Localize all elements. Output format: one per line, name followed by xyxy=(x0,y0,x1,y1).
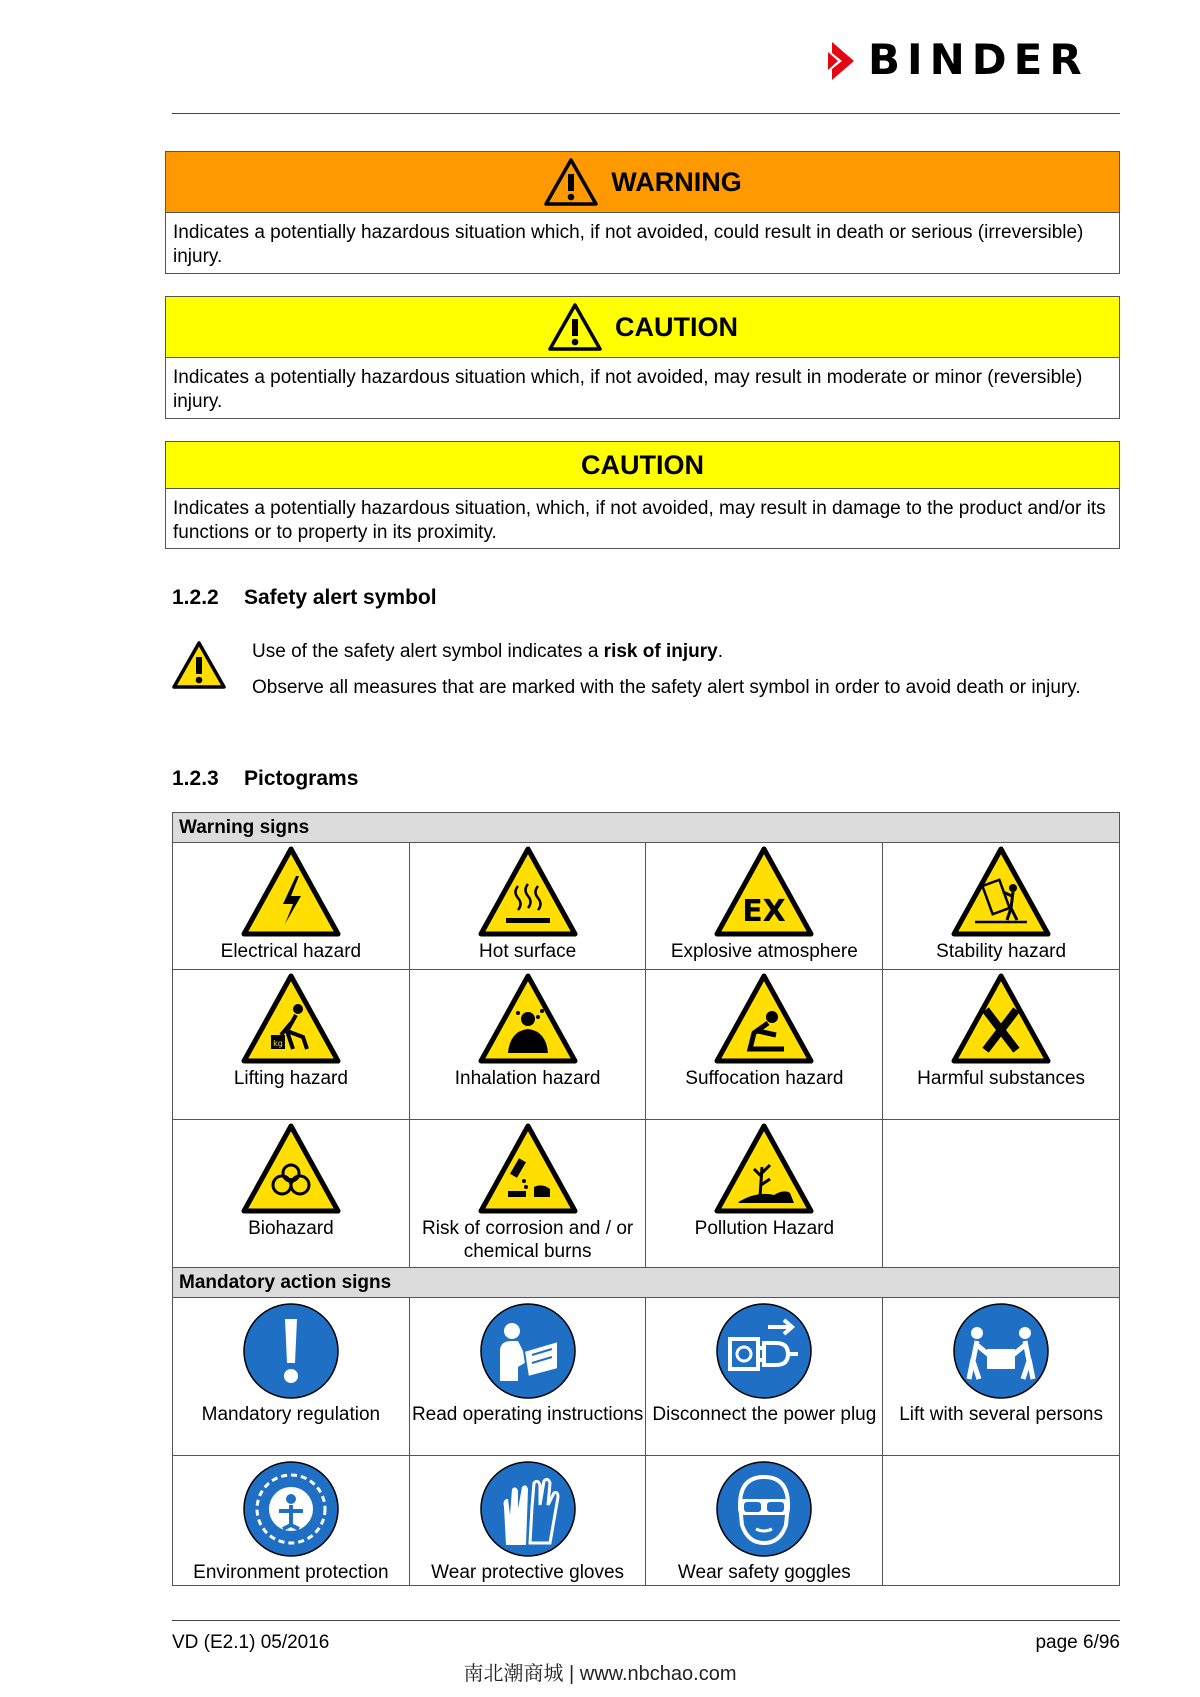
binder-logo-mark-icon xyxy=(828,42,862,80)
safety-alert-symbol-icon xyxy=(171,640,227,690)
stability-hazard-icon xyxy=(951,846,1051,938)
footer-page-number: page 6/96 xyxy=(1035,1632,1120,1653)
safety-alert-line-1: Use of the safety alert symbol indicates a risk of injury. xyxy=(252,641,723,662)
pictogram-cell: Risk of corrosion and / or chemical burns xyxy=(409,1120,646,1268)
caution-injury-text: Indicates a potentially hazardous situation which, if not avoided, may result in moderate or minor (reversible) injury. xyxy=(173,367,1083,412)
section-heading-safety-alert: 1.2.2 Safety alert symbol xyxy=(172,586,437,609)
biohazard-icon xyxy=(241,1123,341,1215)
caution-injury-box xyxy=(165,296,1120,419)
pictogram-cell: EX Explosive atmosphere xyxy=(646,843,883,970)
pictogram-cell: Read operating instructions xyxy=(409,1298,646,1456)
pictogram-cell: Suffocation hazard xyxy=(646,970,883,1120)
warning-signs-heading: Warning signs xyxy=(173,813,1120,843)
warning-box xyxy=(165,151,1120,274)
svg-text:kg: kg xyxy=(273,1039,283,1048)
caution-property-box xyxy=(165,441,1120,549)
pictogram-cell: Biohazard xyxy=(173,1120,410,1268)
warning-title: WARNING xyxy=(611,166,742,197)
section-heading-pictograms: 1.2.3 Pictograms xyxy=(172,767,359,790)
binder-logo xyxy=(828,35,1128,84)
safety-goggles-icon xyxy=(714,1459,814,1559)
caution-property-title: CAUTION xyxy=(581,449,704,480)
safety-alert-line-2: Observe all measures that are marked with the safety alert symbol in order to avoid death or injury. xyxy=(252,677,1081,698)
safety-alert-icon xyxy=(543,157,599,207)
lift-several-persons-icon xyxy=(951,1301,1051,1401)
svg-text:EX: EX xyxy=(742,894,787,929)
empty-cell xyxy=(883,1120,1120,1268)
pollution-hazard-icon xyxy=(714,1123,814,1215)
mandatory-regulation-icon xyxy=(241,1301,341,1401)
pictogram-cell: kg Lifting hazard xyxy=(173,970,410,1120)
hot-surface-icon xyxy=(478,846,578,938)
inhalation-hazard-icon xyxy=(478,973,578,1065)
read-instructions-icon xyxy=(478,1301,578,1401)
footer-version: VD (E2.1) 05/2016 xyxy=(172,1632,330,1653)
lifting-hazard-icon xyxy=(241,973,341,1065)
corrosion-icon xyxy=(478,1123,578,1215)
environment-protection-icon xyxy=(241,1459,341,1559)
electrical-hazard-icon xyxy=(241,846,341,938)
pictogram-cell: Stability hazard xyxy=(883,843,1120,970)
harmful-substances-icon xyxy=(951,973,1051,1065)
footer-rule xyxy=(172,1620,1120,1621)
protective-gloves-icon xyxy=(478,1459,578,1559)
pictogram-cell: Pollution Hazard xyxy=(646,1120,883,1268)
pictogram-cell: Mandatory regulation xyxy=(173,1298,410,1456)
pictogram-cell: Hot surface xyxy=(409,843,646,970)
warning-text: Indicates a potentially hazardous situation which, if not avoided, could result in death or serious (irreversible) injury. xyxy=(173,222,1084,267)
safety-alert-icon xyxy=(547,302,603,352)
header-rule xyxy=(172,113,1120,114)
pictogram-cell: Electrical hazard xyxy=(173,843,410,970)
watermark: 南北潮商城 | www.nbchao.com xyxy=(463,1663,737,1685)
caution-property-text: Indicates a potentially hazardous situation, which, if not avoided, may result in damage to the product and/or its functions or to property in its proximity. xyxy=(173,498,1106,543)
pictogram-table xyxy=(172,812,1120,1586)
mandatory-signs-heading: Mandatory action signs xyxy=(173,1268,1120,1298)
warning-box-header xyxy=(166,152,1119,213)
pictogram-cell: Environment protection xyxy=(173,1456,410,1586)
empty-cell xyxy=(883,1456,1120,1586)
pictogram-cell: Wear safety goggles xyxy=(646,1456,883,1586)
pictogram-cell: Harmful substances xyxy=(883,970,1120,1120)
pictogram-cell: Inhalation hazard xyxy=(409,970,646,1120)
pictogram-cell: Wear protective gloves xyxy=(409,1456,646,1586)
brand-name: BINDER xyxy=(868,35,1089,84)
pictogram-cell: Disconnect the power plug xyxy=(646,1298,883,1456)
caution-injury-title: CAUTION xyxy=(615,311,738,342)
suffocation-hazard-icon xyxy=(714,973,814,1065)
disconnect-plug-icon xyxy=(714,1301,814,1401)
pictogram-cell: Lift with several persons xyxy=(883,1298,1120,1456)
explosive-atmosphere-icon xyxy=(714,846,814,938)
caution-injury-header xyxy=(166,297,1119,358)
caution-property-header xyxy=(166,442,1119,489)
